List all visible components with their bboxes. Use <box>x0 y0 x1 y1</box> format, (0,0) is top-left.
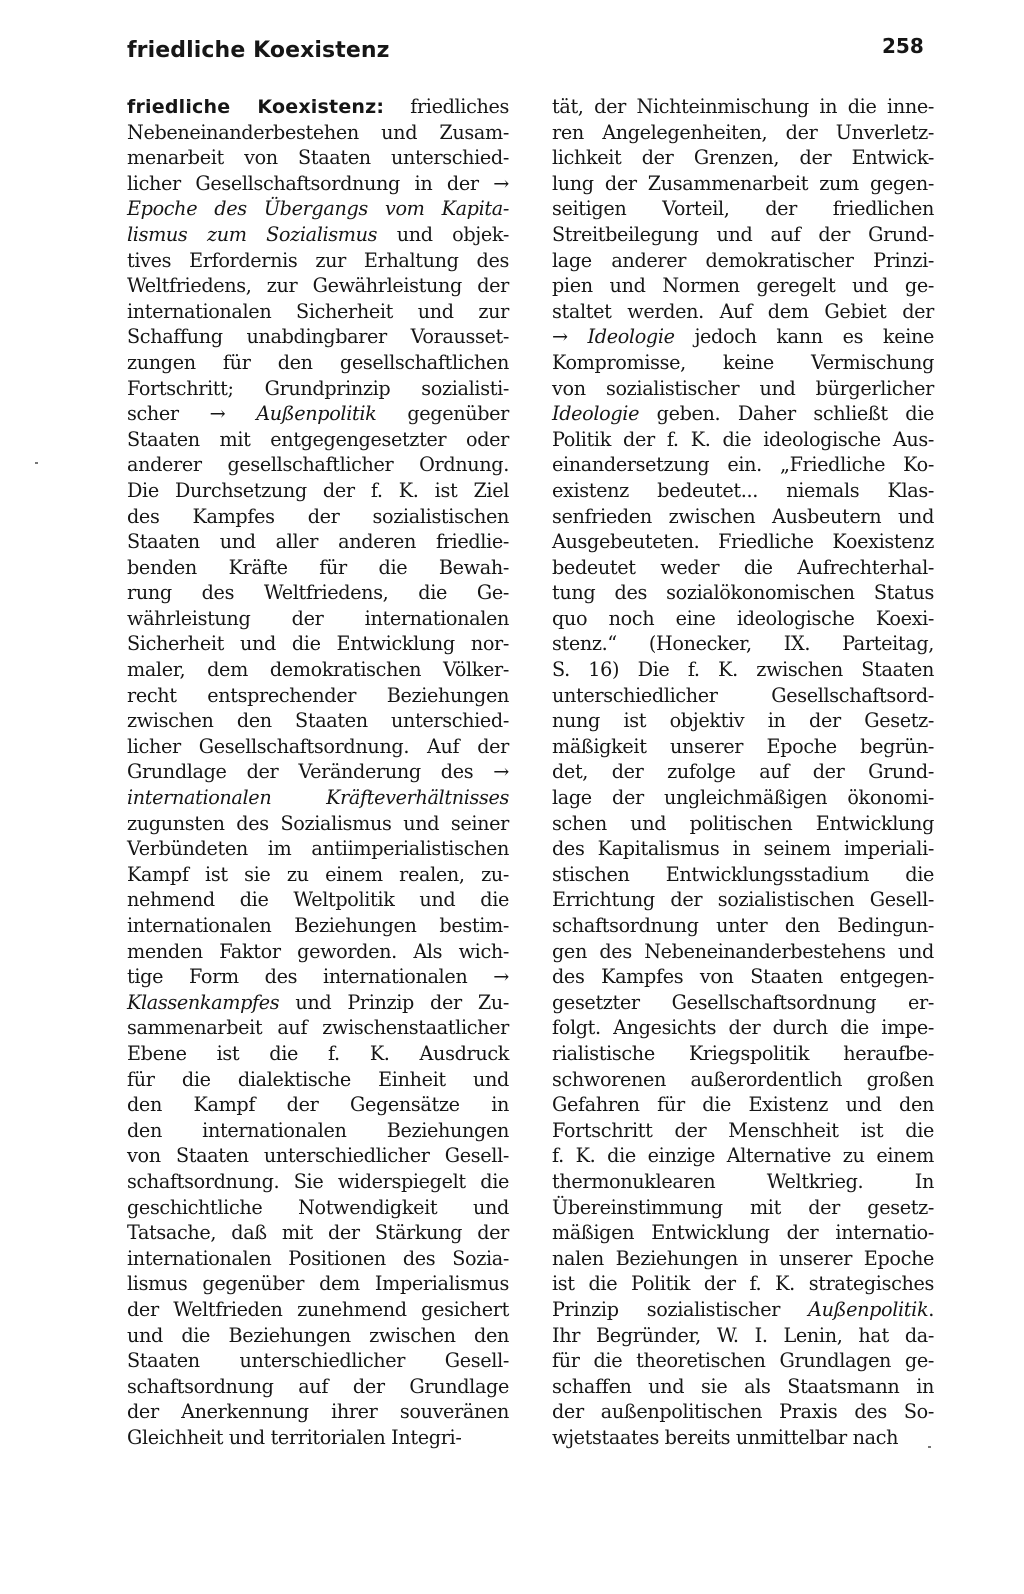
text-line: des Kampfes von Staaten entgegen- <box>552 965 934 989</box>
entry-headword: friedliche Koexistenz: <box>127 96 385 118</box>
text-line: Prinzip sozialistischer Außenpolitik. <box>552 1297 934 1321</box>
text-line: Ebene ist die f. K. Ausdruck <box>127 1041 509 1065</box>
text-line: zungen für den gesellschaftlichen <box>127 350 509 374</box>
text-line: lage der ungleichmäßigen ökonomi- <box>552 786 934 810</box>
text-line: stischen Entwicklungsstadium die <box>552 862 934 886</box>
text-line: gen des Nebeneinanderbestehens und <box>552 939 934 963</box>
text-line: den internationalen Beziehungen <box>127 1118 509 1142</box>
text-line <box>127 94 509 120</box>
text-line: staltet werden. Auf dem Gebiet der <box>552 299 934 323</box>
text-line: gesetzter Gesellschaftsordnung er- <box>552 990 934 1014</box>
text-line: Kampf ist sie zu einem realen, zu- <box>127 862 509 886</box>
text-line: Schaffung unabdingbarer Vorausset- <box>127 325 509 349</box>
text-line: Nebeneinanderbestehen und Zusam- <box>127 120 509 144</box>
text-line: benden Kräfte für die Bewah- <box>127 555 509 579</box>
text-line: mäßigkeit unserer Epoche begrün- <box>552 734 934 758</box>
text-line: einandersetzung ein. „Friedliche Ko- <box>552 453 934 477</box>
text-line: der außenpolitischen Praxis des So- <box>552 1400 934 1424</box>
text-line: scher → Außenpolitik gegenüber <box>127 402 510 426</box>
text-line: Ideologie geben. Daher schließt die <box>552 402 934 426</box>
right-column <box>552 94 934 1450</box>
text-line: Weltfriedens, zur Gewährleistung der <box>127 274 509 298</box>
text-line: S. 16) Die f. K. zwischen Staaten <box>552 658 934 682</box>
text-line: licher Gesellschaftsordnung. Auf der <box>127 734 509 758</box>
text-line: schaftsordnung auf der Grundlage <box>127 1374 509 1398</box>
text-line: tives Erfordernis zur Erhaltung des <box>127 248 509 272</box>
text-line: internationalen Sicherheit und zur <box>127 299 509 323</box>
text-line: schworenen außerordentlich großen <box>552 1067 934 1091</box>
text-line: Errichtung der sozialistischen Gesell- <box>552 888 934 912</box>
text-line: stenz.“ (Honecker, IX. Parteitag, <box>552 632 934 656</box>
text-line: tät, der Nichteinmischung in die inne- <box>552 95 934 118</box>
text-line: Ihr Begründer, W. I. Lenin, hat da- <box>552 1323 934 1347</box>
text-line: wjetstaates bereits unmittelbar nach <box>552 1425 899 1449</box>
text-line: Übereinstimmung mit der gesetz- <box>552 1195 934 1219</box>
text-line: der Anerkennung ihrer souveränen <box>127 1400 509 1424</box>
text-line: Staaten und aller anderen friedlie- <box>127 530 509 554</box>
text-line: von Staaten unterschiedlicher Gesell- <box>127 1144 509 1168</box>
scan-speck <box>928 1446 931 1448</box>
text-line: und die Beziehungen zwischen den <box>127 1323 509 1347</box>
text-line: lismus gegenüber dem Imperialismus <box>127 1272 509 1296</box>
text-line: Staaten mit entgegengesetzter oder <box>127 427 509 451</box>
text-line: ist die Politik der f. K. strategisches <box>552 1272 934 1296</box>
text-line: zwischen den Staaten unterschied- <box>127 709 509 733</box>
text-line: Sicherheit und die Entwicklung nor- <box>127 632 509 656</box>
text-line: geschichtliche Notwendigkeit und <box>127 1195 509 1219</box>
text-line: thermonuklearen Weltkrieg. In <box>552 1169 934 1193</box>
text-line: Fortschritt; Grundprinzip sozialisti- <box>127 376 509 400</box>
text-line: Ausgebeuteten. Friedliche Koexistenz <box>552 530 934 554</box>
text-line: für die dialektische Einheit und <box>127 1067 509 1091</box>
text-line: lichkeit der Grenzen, der Entwick- <box>552 146 934 170</box>
text-line: Epoche des Übergangs vom Kapita- <box>127 197 509 221</box>
text-line: folgt. Angesichts der durch die impe- <box>552 1016 934 1040</box>
text-line: det, der zufolge auf der Grund- <box>552 760 934 784</box>
text-line: mäßigen Entwicklung der internatio- <box>552 1221 934 1245</box>
text-line: Politik der f. K. die ideologische Aus- <box>552 427 934 451</box>
left-column <box>127 94 509 1450</box>
page-number: 258 <box>882 34 924 58</box>
text-line: rung des Weltfriedens, die Ge- <box>127 581 509 605</box>
text-line: senfrieden zwischen Ausbeutern und <box>552 504 934 528</box>
text-line: Tatsache, daß mit der Stärkung der <box>127 1221 509 1245</box>
text-line: bedeutet weder die Aufrechterhal- <box>552 555 934 579</box>
text-line: des Kapitalismus in seinem imperiali- <box>552 837 934 861</box>
text-line: maler, dem demokratischen Völker- <box>127 658 509 682</box>
running-head: friedliche Koexistenz <box>127 38 390 63</box>
text-line: des Kampfes der sozialistischen <box>127 504 509 528</box>
text-line: währleistung der internationalen <box>127 606 509 630</box>
text-line: Gleichheit und territorialen Integri- <box>127 1425 462 1449</box>
text-line: Die Durchsetzung der f. K. ist Ziel <box>127 478 509 502</box>
text-line: Verbündeten im antiimperialistischen <box>127 837 509 861</box>
text-line: zugunsten des Sozialismus und seiner <box>127 811 509 835</box>
text-line: recht entsprechender Beziehungen <box>127 683 509 707</box>
text-line: lung der Zusammenarbeit zum gegen- <box>552 171 934 195</box>
text-line: lage anderer demokratischer Prinzi- <box>552 248 934 272</box>
text-line: f. K. die einzige Alternative zu einem <box>552 1144 934 1168</box>
text-line: sammenarbeit auf zwischenstaatlicher <box>127 1016 509 1040</box>
text-line: Klassenkampfes und Prinzip der Zu- <box>127 990 509 1014</box>
text-line: von sozialistischer und bürgerlicher <box>552 376 934 400</box>
text-line: schaffen und sie als Staatsmann in <box>552 1374 934 1398</box>
text-line: internationalen Kräfteverhältnisses <box>127 786 509 810</box>
text-line: seitigen Vorteil, der friedlichen <box>552 197 934 221</box>
text-line: schaftsordnung unter den Bedingun- <box>552 914 934 937</box>
text-line: ren Angelegenheiten, der Unverletz- <box>552 120 934 144</box>
text-line: rialistische Kriegspolitik heraufbe- <box>552 1041 934 1065</box>
text-line: internationalen Positionen des Sozia- <box>127 1246 509 1270</box>
text-line: pien und Normen geregelt und ge- <box>552 274 934 298</box>
text-line-content: friedliches <box>384 95 509 118</box>
text-line: lismus zum Sozialismus und objek- <box>127 222 509 246</box>
scan-speck <box>35 462 38 464</box>
text-line: licher Gesellschaftsordnung in der → <box>127 171 509 195</box>
text-line: den Kampf der Gegensätze in <box>127 1093 509 1117</box>
text-line: unterschiedlicher Gesellschaftsord- <box>552 683 934 707</box>
text-line: nehmend die Weltpolitik und die <box>127 888 509 912</box>
text-line: → Ideologie jedoch kann es keine <box>552 325 934 349</box>
text-line: tige Form des internationalen → <box>127 965 509 989</box>
text-line: Streitbeilegung und auf der Grund- <box>552 222 934 246</box>
text-line: nalen Beziehungen in unserer Epoche <box>552 1246 934 1270</box>
text-line: der Weltfrieden zunehmend gesichert <box>127 1297 509 1321</box>
text-line: Staaten unterschiedlicher Gesell- <box>127 1349 509 1373</box>
text-line: Kompromisse, keine Vermischung <box>552 350 934 374</box>
text-line: internationalen Beziehungen bestim- <box>127 914 509 937</box>
text-line: schaftsordnung. Sie widerspiegelt die <box>127 1169 509 1193</box>
text-line: tung des sozialökonomischen Status <box>552 581 934 605</box>
text-line: Gefahren für die Existenz und den <box>552 1093 934 1117</box>
text-line: menarbeit von Staaten unterschied- <box>127 146 509 170</box>
text-line: nung ist objektiv in der Gesetz- <box>552 709 934 733</box>
text-line: quo noch eine ideologische Koexi- <box>552 606 934 630</box>
text-line: schen und politischen Entwicklung <box>552 811 934 835</box>
text-line: existenz bedeutet... niemals Klas- <box>552 478 934 502</box>
text-line: Grundlage der Veränderung des → <box>127 760 509 784</box>
text-line: für die theoretischen Grundlagen ge- <box>552 1349 934 1373</box>
text-line: Fortschritt der Menschheit ist die <box>552 1118 934 1142</box>
text-line: menden Faktor geworden. Als wich- <box>127 939 509 963</box>
text-line: anderer gesellschaftlicher Ordnung. <box>127 453 509 477</box>
